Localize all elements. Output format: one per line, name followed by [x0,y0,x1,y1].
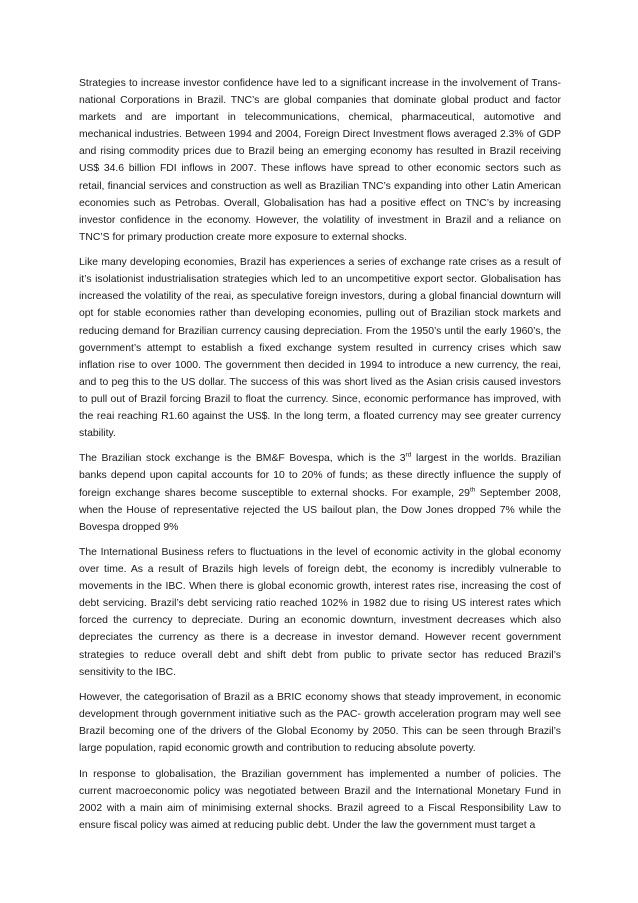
paragraph-international-business: The International Business refers to fluctuations in the level of economic activity in the global economy over time. As a result of Brazils high levels of foreign debt, the economy is incredibly vulnerable to movements in the IBC. When there is global economic growth, interest rates rise, increasing the cost of debt servicing. Brazil’s debt servicing ratio reached 102% in 1982 due to rising US interest rates which forced the currency to depreciate. During an economic downturn, investment decreases which also depreciates the currency as there is a decrease in investor demand. However recent government strategies to reduce overall debt and shift debt from public to private sector has reduced Brazil’s sensitivity to the IBC. [79,547,561,678]
paragraph-stock-exchange [79,450,561,535]
paragraph-tnc-investment: Strategies to increase investor confidence have led to a significant increase in the involvement of Trans-national Corporations in Brazil. TNC’s are global companies that dominate global product and factor markets and are important in telecommunications, chemical, pharmaceutical, automotive and mechanical industries. Between 1994 and 2004, Foreign Direct Investment flows averaged 2.3% of GDP and rising commodity prices due to Brazil being an emerging economy has resulted in Brazil receiving US$ 34.6 billion FDI inflows in 2007. These inflows have spread to other economic sectors such as retail, financial services and construction as well as Brazilian TNC’s expanding into other Latin American economies such as Petrobas. Overall, Globalisation has had a positive effect on TNC’s by increasing investor confidence in the economy. However, the volatility of investment in Brazil and a reliance on TNC’S for primary production create more exposure to external shocks. [79,78,561,243]
paragraph-stock-exchange-part-2: largest in the worlds. Brazilian banks depend upon capital accounts for 10 to 20% of funds; as these directly influence the supply of foreign exchange shares become susceptible to external shocks. For example, 29 [79,453,562,499]
paragraph-bric-economy: However, the categorisation of Brazil as a BRIC economy shows that steady improvement, in economic development through government initiative such as the PAC- growth acceleration program may well see Brazil becoming one of the drivers of the Global Economy by 2050. This can be seen through Brazil’s large population, rapid economic growth and contribution to reducing absolute poverty. [79,691,561,755]
document-body [79,75,561,842]
superscript-th: th [469,486,476,494]
paragraph-stock-exchange-part-1: The Brazilian stock exchange is the BM&F Bovespa, which is the 3 [79,453,406,465]
paragraph-government-policies: In response to globalisation, the Brazilian government has implemented a number of policies. The current macroeconomic policy was negotiated between Brazil and the International Monetary Fund in 2002 with a main aim of minimising external shocks. Brazil agreed to a Fiscal Responsibility Law to ensure fiscal policy was aimed at reducing public debt. Under the law the government must target a [79,768,561,831]
paragraph-stock-exchange-part-3: September 2008, when the House of representative rejected the US bailout plan, the Dow Jones dropped 7% while the Bovespa dropped 9% [79,487,561,533]
superscript-rd: rd [405,451,412,459]
paragraph-exchange-rate: Like many developing economies, Brazil has experiences a series of exchange rate crises as a result of it’s isolationist industrialisation strategies which led to an uncompetitive export sector. Globalisation has increased the volatility of the reai, as speculative foreign investors, during a global financial downturn will opt for stable economies rather than developing economies, pulling out of Brazilian stock markets and reducing demand for Brazilian currency causing depreciation. From the 1950’s until the early 1960’s, the government’s attempt to establish a fixed exchange system resulted in currency crises which saw inflation rise to over 1000. The government then decided in 1994 to introduce a new currency, the reai, and to peg this to the US dollar. The success of this was short lived as the Asian crisis caused investors to pull out of Brazil forcing Brazil to float the currency. Since, economic performance has improved, with the reai reaching R1.60 against the US$. In the long term, a floated currency may see greater currency stability. [79,257,561,440]
